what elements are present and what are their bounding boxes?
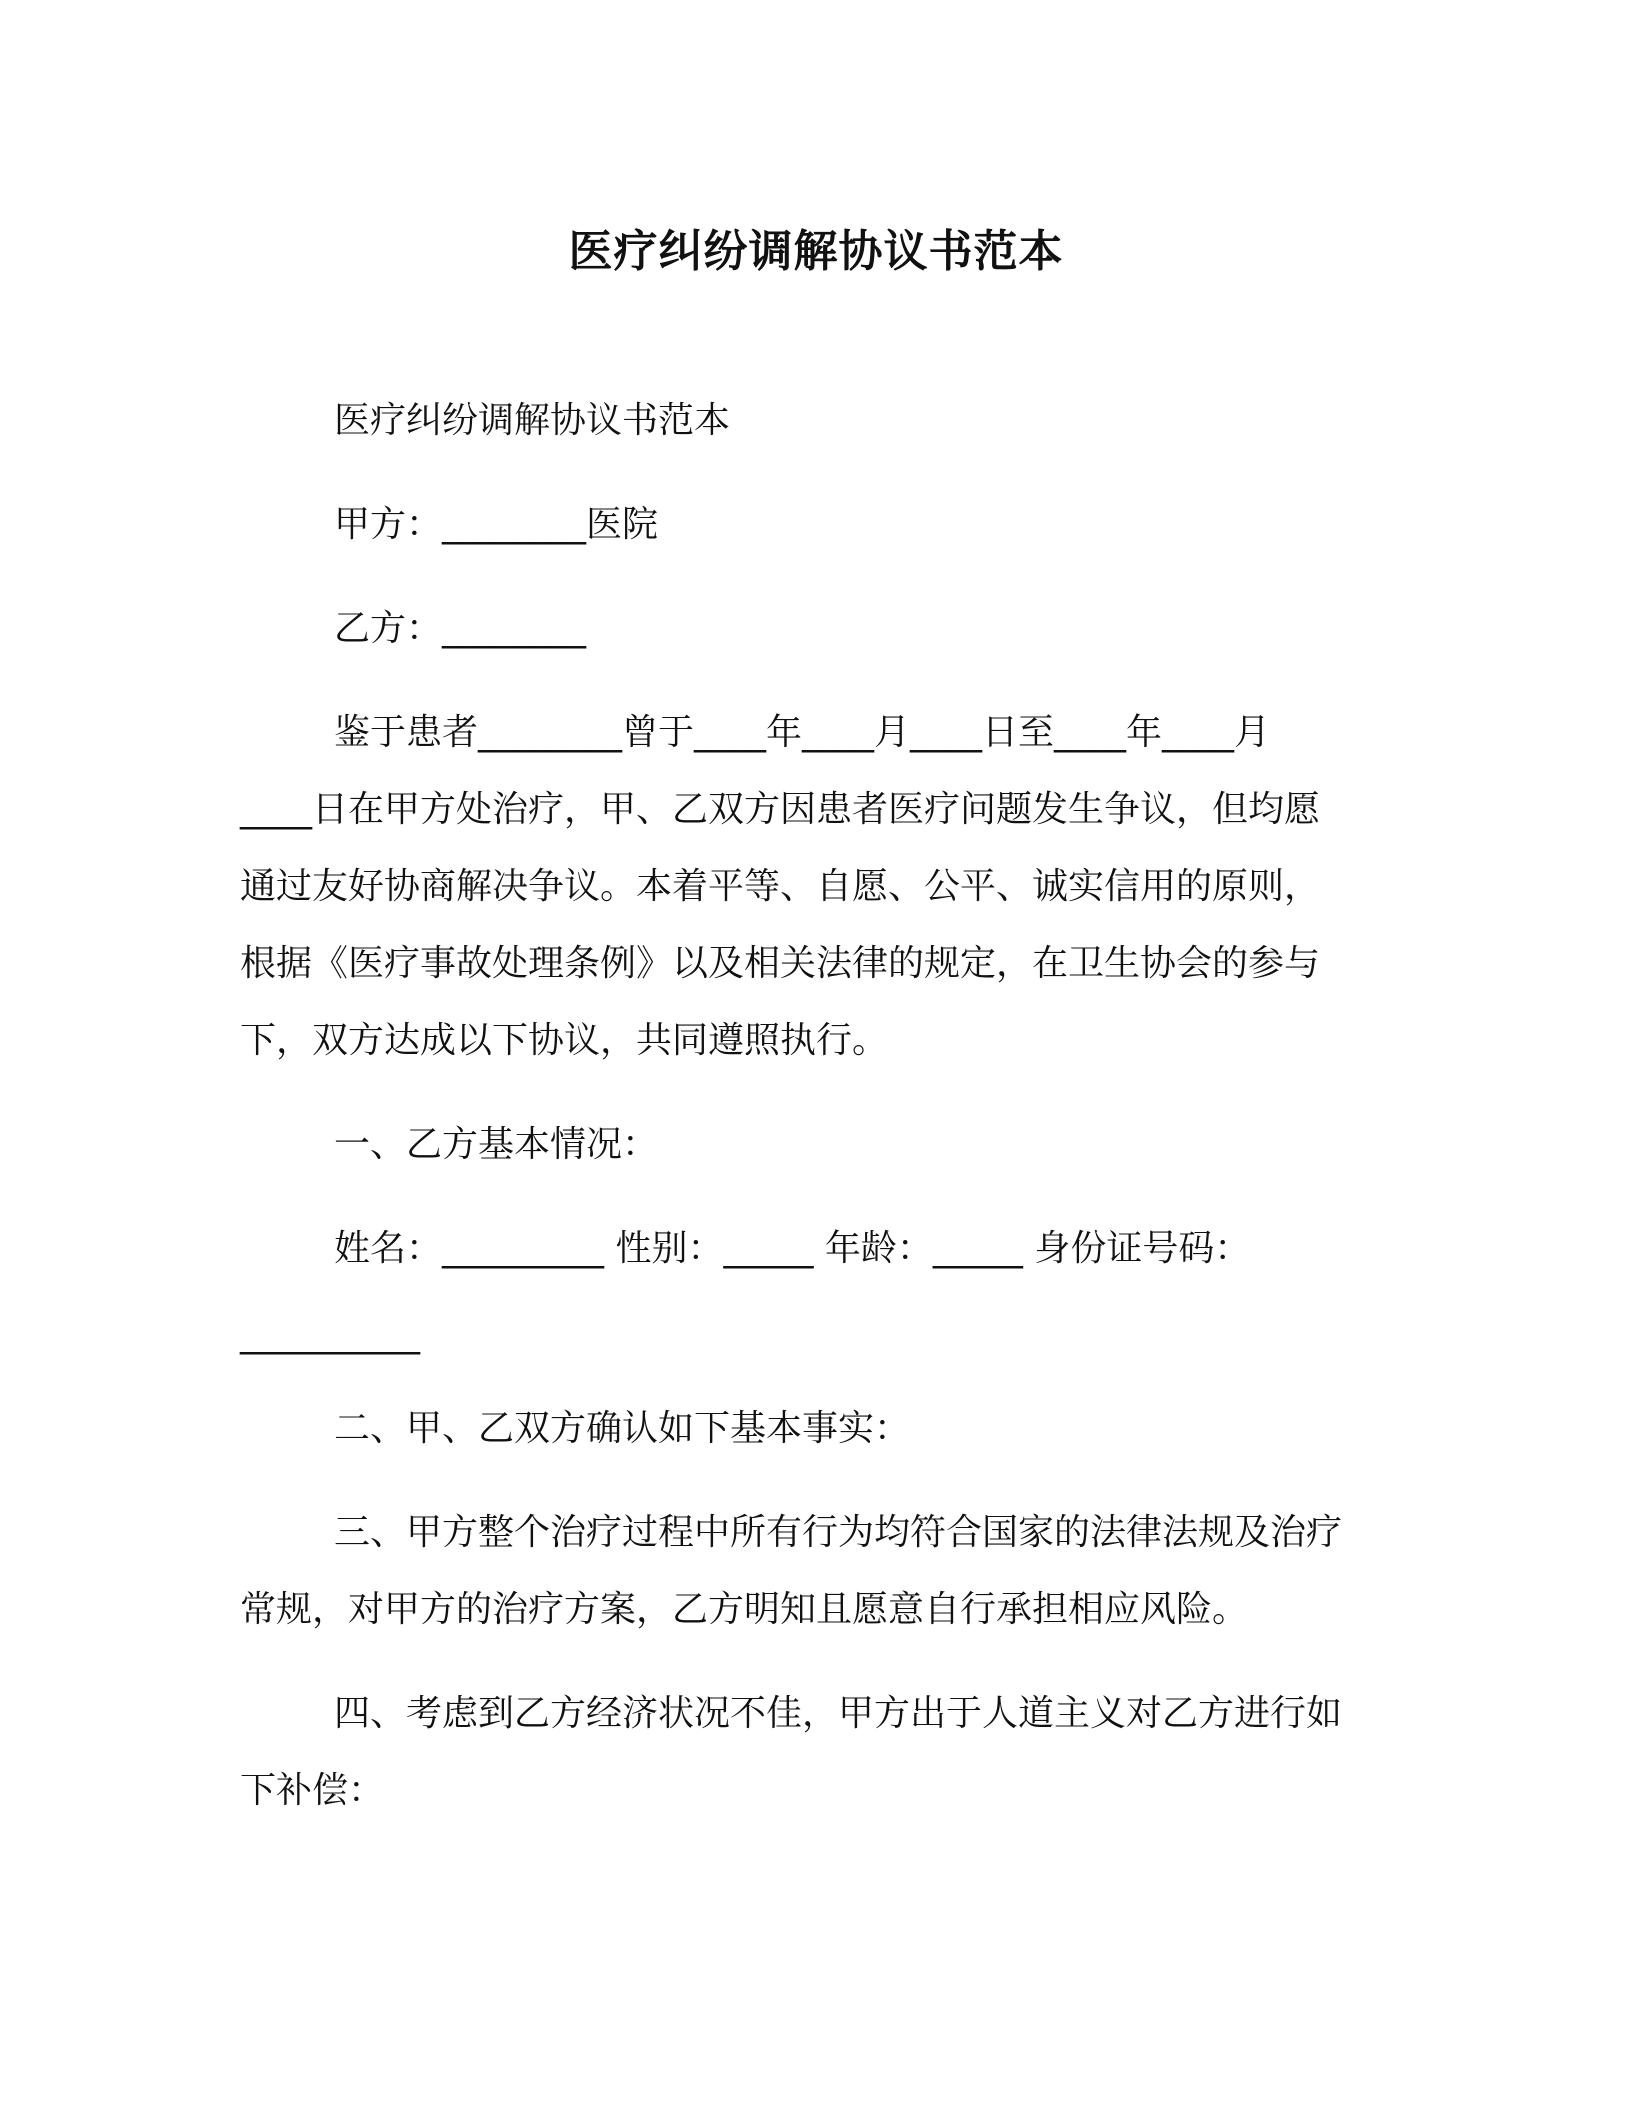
section-1-heading: 一、乙方基本情况： xyxy=(334,1124,659,1165)
section-3-line-1: 三、甲方整个治疗过程中所有行为均符合国家的法律法规及治疗 xyxy=(334,1512,1343,1553)
section-3-line-2: 常规，对甲方的治疗方案，乙方明知且愿意自行承担相应风险。 xyxy=(240,1589,1249,1630)
section-2-heading: 二、甲、乙双方确认如下基本事实： xyxy=(334,1408,911,1449)
intro-line-1: 鉴于患者________曾于____年____月____日至____年____月 xyxy=(334,712,1271,753)
document-title: 医疗纠纷调解协议书范本 xyxy=(568,226,1064,277)
section-4-line-2: 下补偿： xyxy=(240,1770,385,1811)
intro-line-4: 根据《医疗事故处理条例》以及相关法律的规定，在卫生协会的参与 xyxy=(240,943,1321,984)
basic-info-line-2: __________ xyxy=(240,1314,420,1355)
basic-info-line-1: 姓名：_________ 性别：_____ 年龄：_____ 身份证号码： xyxy=(334,1228,1251,1269)
party-b-line: 乙方：________ xyxy=(334,608,587,649)
intro-line-3: 通过友好协商解决争议。本着平等、自愿、公平、诚实信用的原则， xyxy=(240,866,1321,907)
party-a-line: 甲方：________医院 xyxy=(334,504,659,545)
intro-line-2: ____日在甲方处治疗，甲、乙双方因患者医疗问题发生争议，但均愿 xyxy=(240,789,1321,830)
subtitle-line: 医疗纠纷调解协议书范本 xyxy=(334,400,731,441)
intro-line-5: 下，双方达成以下协议，共同遵照执行。 xyxy=(240,1020,889,1061)
section-4-line-1: 四、考虑到乙方经济状况不佳，甲方出于人道主义对乙方进行如 xyxy=(334,1693,1343,1734)
